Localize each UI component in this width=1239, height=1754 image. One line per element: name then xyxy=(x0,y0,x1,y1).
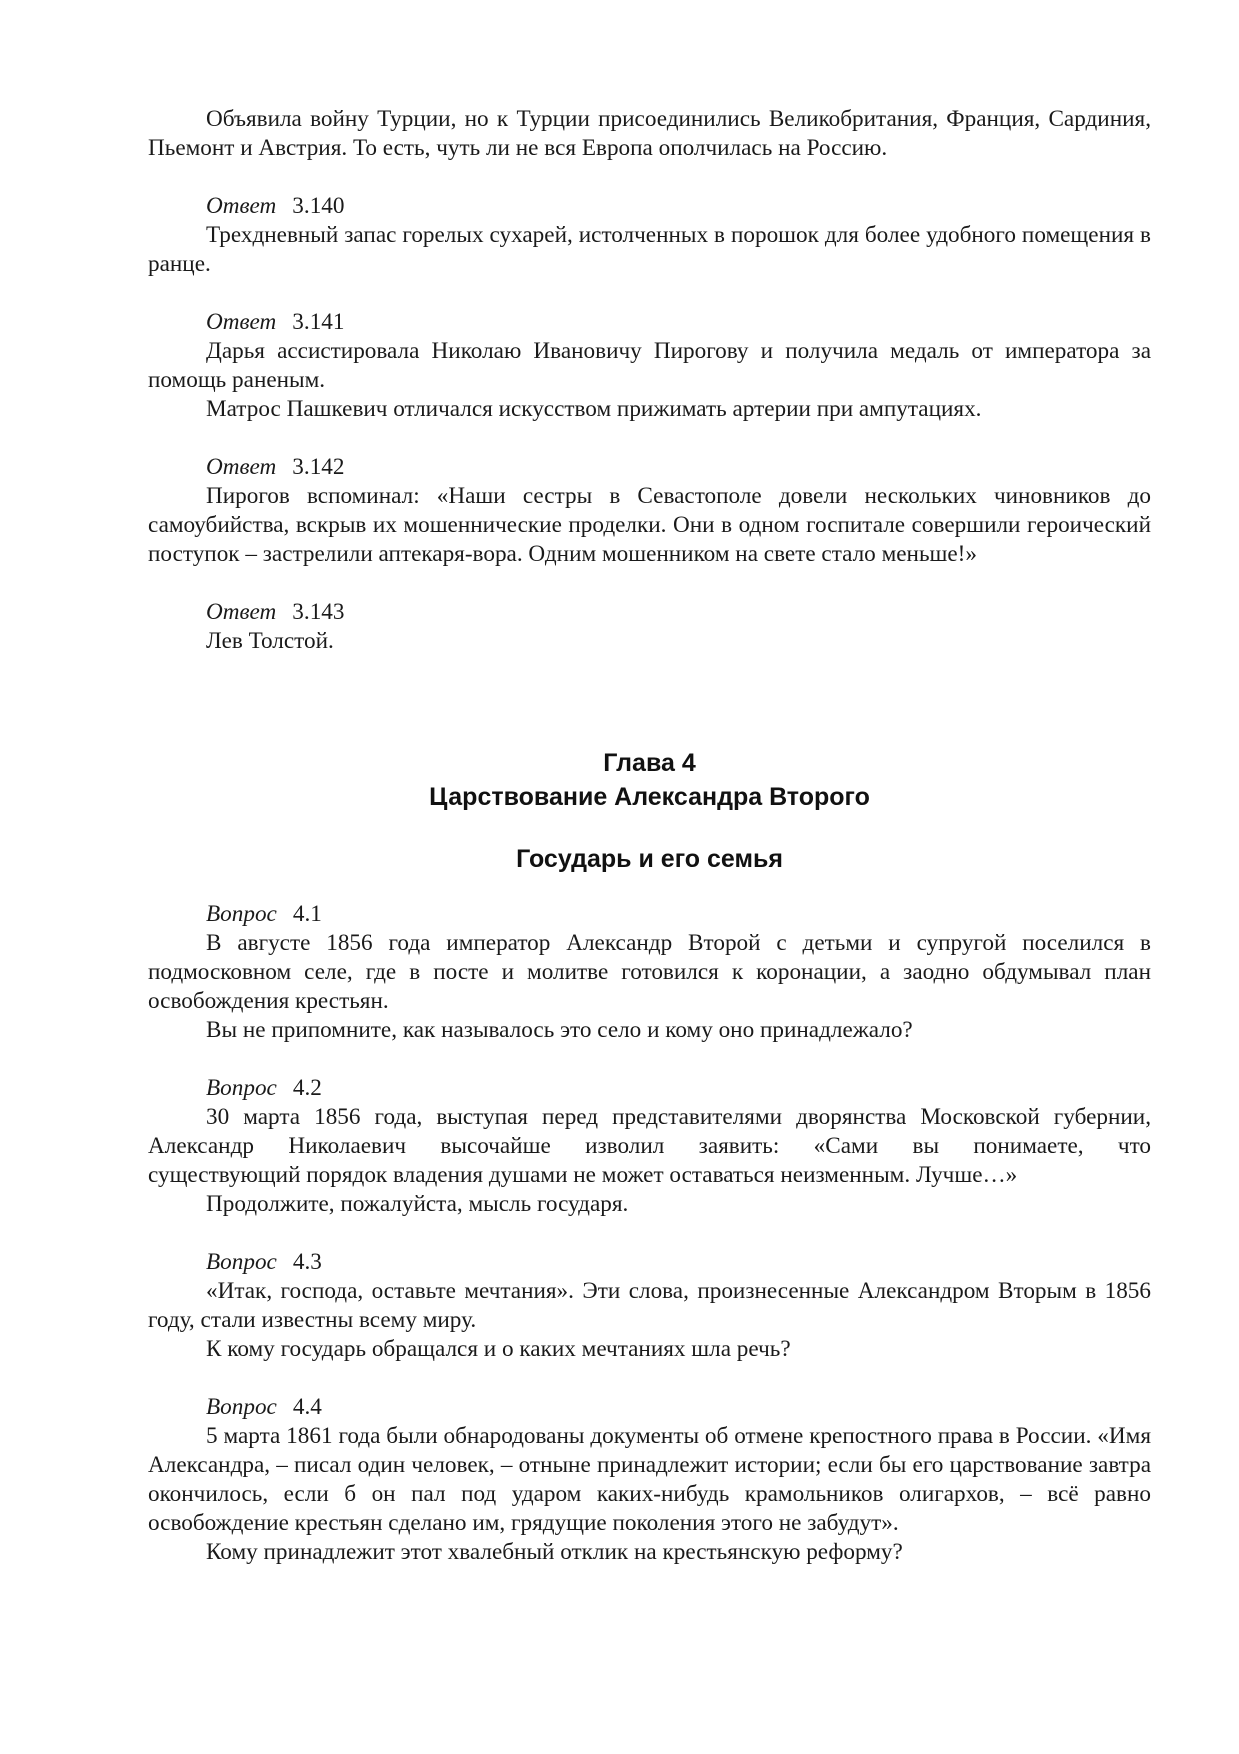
paragraph: Дарья ассистировала Николаю Ивановичу Пирогову и получила медаль от императора за помощь раненым. xyxy=(148,338,1151,393)
paragraph-continuation: существующий порядок владения душами не может оставаться неизменным. Лучше…» xyxy=(148,1162,1018,1188)
paragraph: К кому государь обращался и о каких мечтаниях шла речь? xyxy=(206,1336,791,1362)
question-number: 4.1 xyxy=(292,901,322,927)
answer-number: 3.143 xyxy=(292,599,345,625)
question-number: 4.4 xyxy=(292,1394,322,1420)
answer-label-line xyxy=(148,453,1151,482)
section-title: Государь и его семья xyxy=(516,845,783,873)
question-label-line xyxy=(148,1074,1151,1103)
paragraph: В августе 1856 года император Александр Второй с детьми и супругой поселился в подмосковном селе, где в посте и молитве готовился к коронации, а заодно обдумывал план освобождения крестьян. xyxy=(148,930,1151,1014)
paragraph: Вы не припомните, как называлось это село и кому оно принадлежало? xyxy=(206,1017,913,1043)
question-label-line xyxy=(148,900,1151,929)
paragraph: 30 марта 1856 года, выступая перед представителями дворянства Московской губернии, Александр Николаевич высочайше изволил заявить: «Сами вы понимаете, что xyxy=(148,1104,1151,1159)
question-label: Вопрос xyxy=(206,1075,277,1101)
answer-number: 3.140 xyxy=(292,193,345,219)
chapter-number: Глава 4 xyxy=(603,749,696,777)
question-label-line xyxy=(148,1248,1151,1277)
answer-number: 3.142 xyxy=(292,454,345,480)
paragraph: Объявила войну Турции, но к Турции присоединились Великобритания, Франция, Сардиния, Пьемонт и Австрия. То есть, чуть ли не вся Европа ополчилась на Россию. xyxy=(148,106,1151,161)
answer-label: Ответ xyxy=(206,309,277,335)
answer-label-line xyxy=(148,598,1151,627)
paragraph: Пирогов вспоминал: «Наши сестры в Севастополе довели нескольких чиновников до самоубийства, вскрыв их мошеннические проделки. Они в одном госпитале совершили героический поступок – застрелили аптекаря-вора. Одним мошенником на свете стало меньше!» xyxy=(148,483,1151,567)
answer-label: Ответ xyxy=(206,454,277,480)
answer-label: Ответ xyxy=(206,599,277,625)
chapter-title: Царствование Александра Второго xyxy=(429,783,870,811)
question-label: Вопрос xyxy=(206,1394,277,1420)
paragraph: Матрос Пашкевич отличался искусством прижимать артерии при ампутациях. xyxy=(206,396,982,422)
question-number: 4.3 xyxy=(292,1249,322,1275)
paragraph: 5 марта 1861 года были обнародованы документы об отмене крепостного права в России. «Имя Александра, – писал один человек, – отныне принадлежит истории; если бы его царствование завтра окончилось, если б он пал под ударом каких-нибудь крамольников олигархов, – всё равно освобождение крестьян сделано им, грядущие поколения этого не забудут». xyxy=(148,1423,1151,1536)
answer-label-line xyxy=(148,308,1151,337)
answer-label: Ответ xyxy=(206,193,277,219)
answer-number: 3.141 xyxy=(292,309,345,335)
document-page xyxy=(148,0,1151,1567)
paragraph: Продолжите, пожалуйста, мысль государя. xyxy=(206,1191,629,1217)
question-label: Вопрос xyxy=(206,1249,277,1275)
paragraph: «Итак, господа, оставьте мечтания». Эти слова, произнесенные Александром Вторым в 1856 году, стали известны всему миру. xyxy=(148,1278,1151,1333)
question-label-line xyxy=(148,1393,1151,1422)
paragraph: Кому принадлежит этот хвалебный отклик на крестьянскую реформу? xyxy=(206,1539,903,1565)
paragraph: Трехдневный запас горелых сухарей, истолченных в порошок для более удобного помещения в ранце. xyxy=(148,222,1151,277)
answer-label-line xyxy=(148,192,1151,221)
paragraph: Лев Толстой. xyxy=(206,628,334,654)
question-label: Вопрос xyxy=(206,901,277,927)
question-number: 4.2 xyxy=(292,1075,322,1101)
